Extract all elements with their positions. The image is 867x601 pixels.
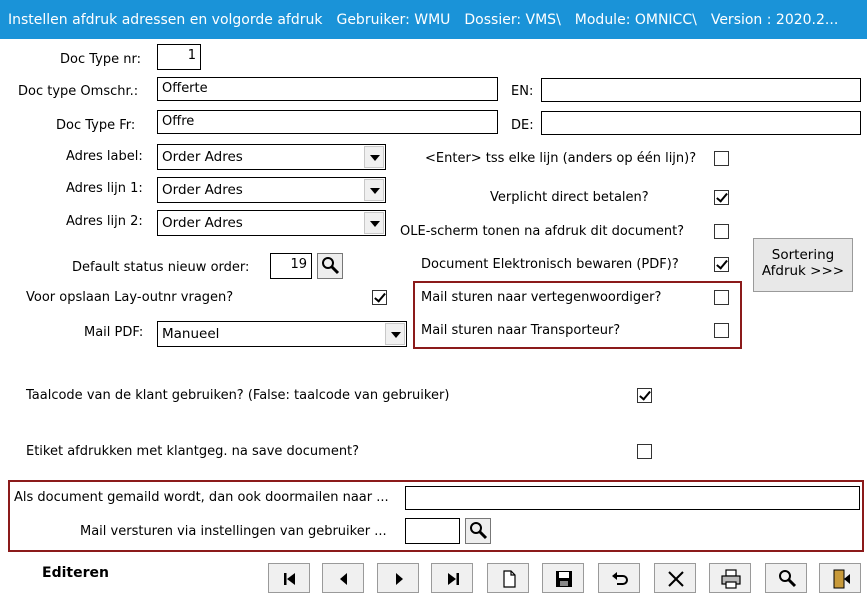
edit-status-label: Editeren (42, 565, 109, 581)
search-icon (318, 254, 342, 278)
de-label: DE: (511, 118, 534, 133)
sortering-label: Sortering (771, 247, 835, 263)
exit-button[interactable] (819, 563, 861, 593)
module-info: Module: OMNICC\ (574, 11, 697, 28)
last-record-button[interactable] (431, 563, 473, 593)
exit-icon (829, 567, 853, 591)
taalcode-checkbox[interactable] (637, 388, 652, 403)
search-icon (775, 567, 799, 591)
version-info: Version : 2020.2... (710, 11, 839, 28)
print-icon (719, 567, 743, 591)
doc-type-fr-label: Doc Type Fr: (56, 118, 136, 133)
next-record-button[interactable] (377, 563, 419, 593)
first-record-icon (278, 567, 302, 591)
mail-pdf-label: Mail PDF: (84, 325, 144, 340)
lay-out-checkbox[interactable] (372, 290, 387, 305)
doc-type-omschr-label: Doc type Omschr.: (18, 84, 139, 99)
mail-pdf-select[interactable] (157, 321, 407, 347)
user-info: Gebruiker: WMU (336, 11, 451, 28)
adres-label-value: Order Adres (162, 149, 243, 165)
doc-type-omschr-field[interactable]: Offerte (157, 77, 498, 101)
enter-option-label: <Enter> tss elke lijn (anders op één lijn)? (425, 151, 697, 166)
previous-record-button[interactable] (322, 563, 364, 593)
undo-button[interactable] (598, 563, 640, 593)
dossier-info: Dossier: VMS\ (464, 11, 561, 28)
doc-type-nr-field[interactable]: 1 (157, 44, 201, 70)
save-button[interactable] (542, 563, 584, 593)
new-document-button[interactable] (487, 563, 529, 593)
versturen-search-button[interactable] (465, 518, 491, 544)
chevron-down-icon[interactable] (364, 179, 384, 201)
taalcode-label: Taalcode van de klant gebruiken? (False: taalcode van gebruiker) (26, 388, 450, 403)
sortering-afdruk-button[interactable] (753, 238, 853, 292)
de-field[interactable] (541, 111, 861, 135)
delete-icon (664, 567, 688, 591)
adres-lijn1-value: Order Adres (162, 182, 243, 198)
save-icon (552, 567, 576, 591)
adres-lijn2-value: Order Adres (162, 215, 243, 231)
afdruk-label: Afdruk >>> (761, 263, 845, 279)
enter-option-checkbox[interactable] (714, 151, 729, 166)
new-document-icon (497, 567, 521, 591)
adres-lijn2-label: Adres lijn 2: (66, 214, 143, 229)
adres-label-label: Adres label: (66, 149, 143, 164)
lay-out-label: Voor opslaan Lay-outnr vragen? (26, 290, 234, 305)
ole-label: OLE-scherm tonen na afdruk dit document? (400, 224, 685, 239)
previous-record-icon (332, 567, 356, 591)
doormailen-field[interactable] (405, 486, 860, 510)
default-status-label: Default status nieuw order: (72, 260, 250, 275)
elektronisch-checkbox[interactable] (714, 257, 729, 272)
search-button[interactable] (765, 563, 807, 593)
elektronisch-label: Document Elektronisch bewaren (PDF)? (421, 257, 679, 272)
chevron-down-icon[interactable] (385, 323, 405, 345)
verplicht-label: Verplicht direct betalen? (490, 190, 649, 205)
window-title: Instellen afdruk adressen en volgorde afdruk (8, 11, 323, 28)
chevron-down-icon[interactable] (364, 146, 384, 168)
versturen-label: Mail versturen via instellingen van gebruiker ... (80, 524, 387, 539)
en-label: EN: (511, 84, 534, 99)
etiket-label: Etiket afdrukken met klantgeg. na save document? (26, 444, 360, 459)
undo-icon (608, 567, 632, 591)
default-status-field[interactable]: 19 (270, 253, 312, 279)
en-field[interactable] (541, 78, 861, 102)
doormailen-label: Als document gemaild wordt, dan ook doormailen naar ... (14, 490, 389, 505)
mail-pdf-value: Manueel (162, 326, 220, 342)
print-button[interactable] (709, 563, 751, 593)
status-search-button[interactable] (317, 253, 343, 279)
first-record-button[interactable] (268, 563, 310, 593)
mail-transporteur-label: Mail sturen naar Transporteur? (421, 323, 621, 338)
delete-button[interactable] (654, 563, 696, 593)
next-record-icon (387, 567, 411, 591)
doc-type-nr-label: Doc Type nr: (60, 52, 141, 67)
last-record-icon (441, 567, 465, 591)
adres-lijn1-select[interactable] (157, 177, 386, 203)
adres-label-select[interactable] (157, 144, 386, 170)
search-icon (466, 519, 490, 543)
etiket-checkbox[interactable] (637, 444, 652, 459)
title-bar (0, 0, 867, 39)
adres-lijn2-select[interactable] (157, 210, 386, 236)
chevron-down-icon[interactable] (364, 212, 384, 234)
mail-transporteur-checkbox[interactable] (714, 323, 729, 338)
mail-vertegenwoordiger-label: Mail sturen naar vertegenwoordiger? (421, 290, 662, 305)
ole-checkbox[interactable] (714, 224, 729, 239)
versturen-field[interactable] (405, 518, 460, 544)
verplicht-checkbox[interactable] (714, 190, 729, 205)
doc-type-fr-field[interactable]: Offre (157, 110, 498, 134)
adres-lijn1-label: Adres lijn 1: (66, 181, 143, 196)
mail-vertegenwoordiger-checkbox[interactable] (714, 290, 729, 305)
